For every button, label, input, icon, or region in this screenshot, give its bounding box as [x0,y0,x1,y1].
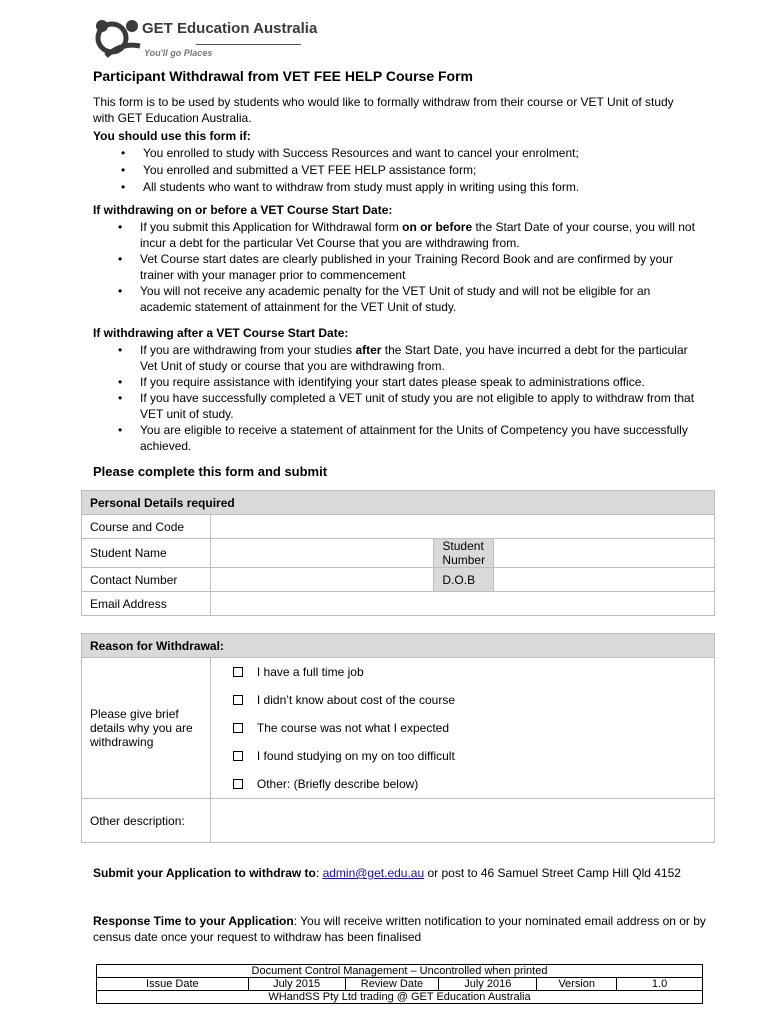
reason-options [210,658,714,799]
issue-value: July 2015 [248,978,345,991]
version-label: Version [537,978,617,991]
version-value: 1.0 [617,978,703,991]
student-name-label: Student Name [82,539,211,568]
use-list [121,145,703,196]
logo-figure-small [126,20,138,32]
use-heading: You should use this form if: [93,129,251,143]
reason-prompt: Please give brief details why you are withdrawing [82,658,211,799]
other-input[interactable] [210,799,714,843]
reason-option[interactable]: The course was not what I expected [211,714,714,742]
reason-option[interactable]: I didn’t know about cost of the course [211,686,714,714]
footer-line1: Document Control Management – Uncontrolled when printed [97,965,703,978]
form-title: Participant Withdrawal from VET FEE HELP Course Form [93,68,474,84]
issue-label: Issue Date [97,978,249,991]
student-name-input[interactable] [210,539,434,568]
logo-divider [196,44,301,45]
footer-line3: WHandSS Pty Ltd trading @ GET Education Australia [97,991,703,1004]
checkbox[interactable] [233,667,243,677]
personal-heading: Personal Details required [82,491,715,515]
list-item: • You are eligible to receive a statement of attainment for the Units of Competency you have successfully achieved. [118,423,688,453]
after-heading: If withdrawing after a VET Course Start Date: [93,326,349,340]
document-control-table [96,964,703,1004]
email-link[interactable]: admin@get.edu.au [322,866,425,880]
complete-heading: Please complete this form and submit [93,464,328,479]
intro-text: This form is to be used by students who would like to formally withdraw from their course or VET Unit of study with GET Education Australia. [93,95,674,125]
list-item: • You will not receive any academic penalty for the VET Unit of study and will not be eligible for an academic statement of attainment for the VET Unit of study. [118,284,651,314]
list-item: • Vet Course start dates are clearly published in your Training Record Book and are confirmed by your trainer with your manager prior to commencement [118,252,673,282]
logo-figure-head [96,20,108,32]
review-label: Review Date [345,978,439,991]
logo-swoosh [106,45,140,56]
list-item: • If you submit this Application for Withdrawal form on or before the Start Date of your course, you will not incur a debt for the particular Vet Course that you are withdrawing from. [118,220,695,250]
reason-heading: Reason for Withdrawal: [82,634,715,658]
contact-input[interactable] [210,568,434,592]
checkbox[interactable] [233,751,243,761]
before-heading: If withdrawing on or before a VET Course Start Date: [93,203,393,217]
course-input[interactable] [210,515,714,539]
list-item: • All students who want to withdraw from study must apply in writing using this form. [121,180,580,194]
after-list [118,342,700,454]
list-item: • You enrolled and submitted a VET FEE HELP assistance form; [121,163,477,177]
list-item: • If you are withdrawing from your studies after the Start Date, you have incurred a debt for the particular Vet Unit of study or course that you are withdrawing from. [118,343,688,373]
personal-details-table [81,490,715,616]
list-item: • If you have successfully completed a VET unit of study you are not eligible to apply to withdraw from that VET unit of study. [118,391,695,421]
checkbox[interactable] [233,695,243,705]
student-number-label: Student Number [434,539,494,568]
checkbox[interactable] [233,779,243,789]
email-label: Email Address [82,592,211,616]
reason-table [81,633,715,843]
dob-input[interactable] [494,568,715,592]
review-value: July 2016 [439,978,537,991]
email-input[interactable] [210,592,714,616]
reason-option[interactable]: I found studying on my on too difficult [211,742,714,770]
dob-label: D.O.B [434,568,494,592]
contact-label: Contact Number [82,568,211,592]
course-label: Course and Code [82,515,211,539]
before-list [118,219,700,315]
list-item: • If you require assistance with identifying your start dates please speak to administrations office. [118,375,645,389]
reason-option[interactable]: Other: (Briefly describe below) [211,770,714,798]
checkbox[interactable] [233,723,243,733]
student-number-input[interactable] [494,539,715,568]
list-item: • You enrolled to study with Success Resources and want to cancel your enrolment; [121,146,579,160]
submit-text: Submit your Application to withdraw to: admin@get.edu.au or post to 46 Samuel Street Camp Hill Qld 4152 [93,866,681,880]
org-tagline: You'll go Places [144,48,213,58]
reason-option[interactable]: I have a full time job [211,658,714,686]
other-label: Other description: [82,799,211,843]
response-text: Response Time to your Application: You will receive written notification to your nominated email address on or by census date once your request to withdraw has been finalised [93,914,706,944]
org-name: GET Education Australia [142,20,318,37]
